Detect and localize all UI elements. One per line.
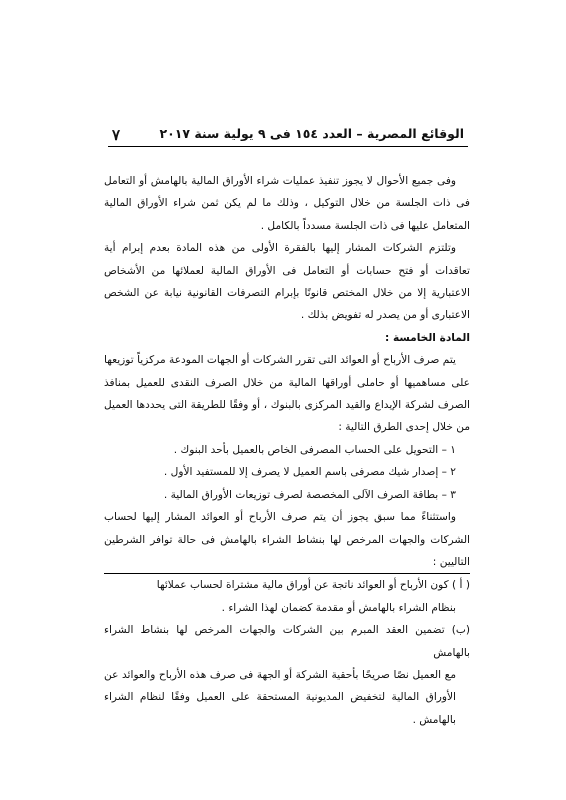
- condition-a-first-line: ( أ ) كون الأرباح أو العوائد ناتجة عن أوراق مالية مشتراة لحساب عملائها: [156, 579, 470, 592]
- running-title: الوقائع المصرية – العدد ١٥٤ فى ٩ يولية سنة ٢٠١٧: [159, 126, 464, 141]
- document-body: [104, 170, 470, 731]
- paragraph-4: واستثناءً مما سبق يجوز أن يتم صرف الأرباح أو العوائد المشار إليها لحساب الشركات والجهات المرخص لها بنشاط الشراء بالهامش فى حالة توافر الشرطين التاليين :: [104, 506, 470, 574]
- list-item-2: ٢ – إصدار شيك مصرفى باسم العميل لا يصرف إلا للمستفيد الأول .: [163, 466, 456, 479]
- list-item-3: ٣ – بطاقة الصرف الآلى المخصصة لصرف توزيعات الأوراق المالية .: [163, 488, 456, 501]
- list-item-1: ١ – التحويل على الحساب المصرفى الخاص بالعميل بأحد البنوك .: [173, 443, 456, 456]
- paragraph-3: يتم صرف الأرباح أو العوائد التى تقرر الشركات أو الجهات المودعة مركزياً توزيعها على مساهميها أو حاملى أوراقها المالية من خلال الصرف النقدى للعميل بمنافذ الصرف لشركة الإيداع والقيد المركزى بالبنوك ، أو وفقًا للطريقة التى يحددها العميل من خلال إحدى الطرق التالية :: [104, 354, 470, 434]
- running-header: [108, 126, 468, 147]
- page-number: ٧: [112, 126, 121, 144]
- condition-b-rest: مع العميل نصًا صريحًا بأحقية الشركة أو الجهة فى صرف هذه الأرباح والعوائد عن الأوراق المالية لتخفيض المديونية المستحقة على العميل وفقًا لنظام الشراء بالهامش .: [104, 668, 456, 726]
- paragraph-1: وفى جميع الأحوال لا يجوز تنفيذ عمليات شراء الأوراق المالية بالهامش أو التعامل فى ذات الجلسة من خلال التوكيل ، وذلك ما لم يكن ثمن شراء الأوراق المالية المتعامل عليها فى ذات الجلسة مسدداً بالكامل .: [104, 175, 470, 232]
- article-heading: المادة الخامسة :: [385, 331, 470, 344]
- paragraph-2: وتلتزم الشركات المشار إليها بالفقرة الأولى من هذه المادة بعدم إبرام أية تعاقدات أو فتح حسابات أو التعامل فى الأوراق المالية لعملائها من الأشخاص الاعتبارية إلا من خلال المختص قانونًا بإبرام التصرفات القانونية نيابة عن الشخص الاعتبارى أو من يصدر له تفويض بذلك .: [104, 242, 470, 322]
- condition-a-rest: بنظام الشراء بالهامش أو مقدمة كضمان لهذا الشراء .: [221, 601, 456, 614]
- condition-b-first-line: (ب) تضمين العقد المبرم بين الشركات والجهات المرخص لها بنشاط الشراء بالهامش: [104, 624, 470, 659]
